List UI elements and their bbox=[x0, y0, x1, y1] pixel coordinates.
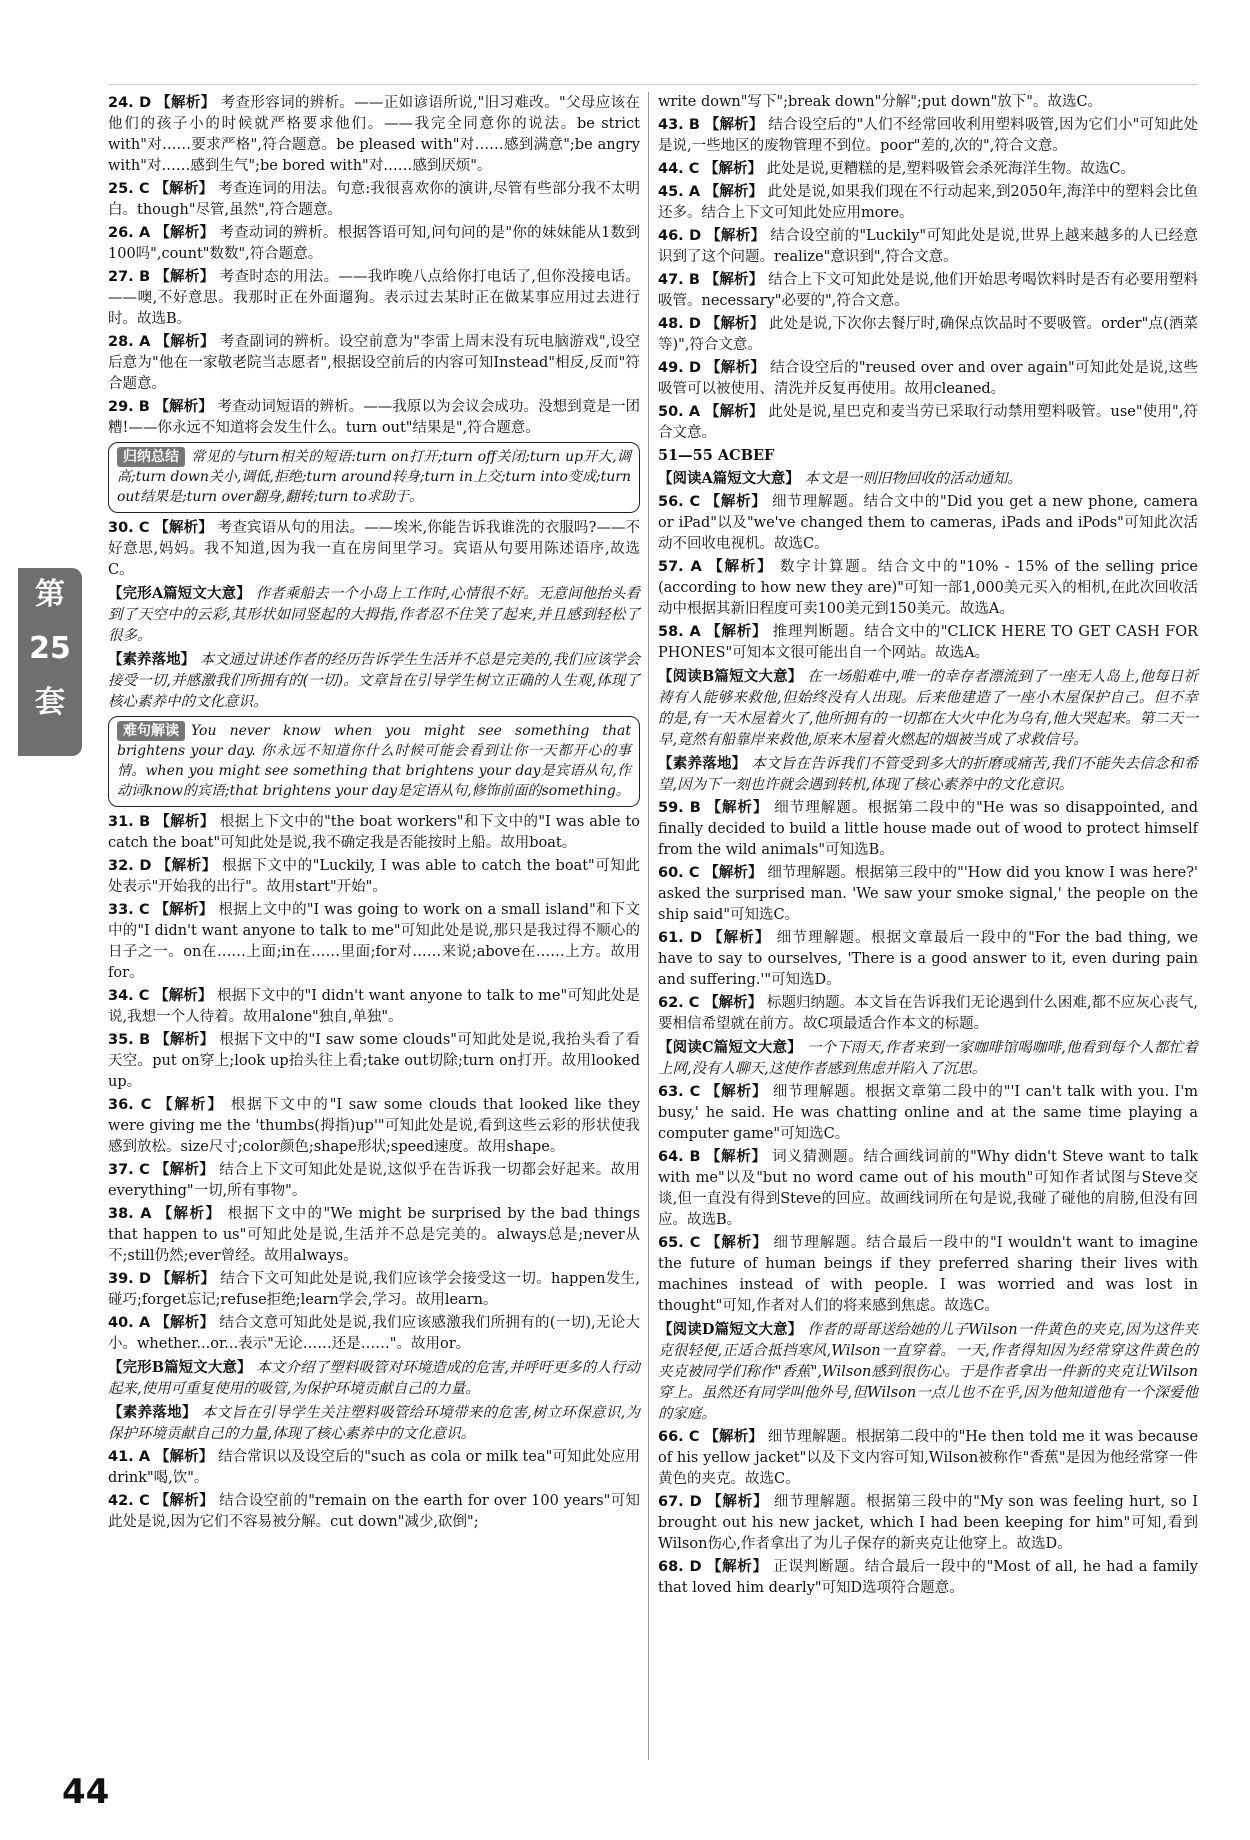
analysis-text: 结合文意可知此处是说,我们应该感激我们所拥有的(一切),无论大小。whether...or...表示"无论……还是……"。故用or。 bbox=[108, 1315, 641, 1352]
summary-section bbox=[108, 1357, 640, 1400]
analysis-tag: 【解析】 bbox=[154, 1492, 215, 1509]
analysis-text: 考查宾语从句的用法。——埃米,你能告诉我谁洗的衣服吗?——不好意思,妈妈。我不知道,因为我一直在房间里学习。宾语从句要用陈述语序,故选C。 bbox=[108, 520, 640, 578]
answer-entry bbox=[108, 1446, 640, 1489]
answer-entry bbox=[108, 1268, 640, 1311]
analysis-text: 结合上下文可知此处是说,他们开始思考喝饮料时是否有必要用塑料吸管。necessary"必要的",符合文意。 bbox=[658, 272, 1199, 309]
analysis-text: 结合设空后的"reused over and over again"可知此处是说,这些吸管可以被使用、清洗并反复再使用。故用cleaned。 bbox=[658, 360, 1199, 397]
analysis-tag: 【解析】 bbox=[704, 183, 764, 200]
answer-entry bbox=[108, 266, 640, 330]
answer-number: 38. A bbox=[108, 1206, 152, 1222]
answer-number: 44. C bbox=[658, 161, 700, 177]
analysis-tag: 【解析】 bbox=[705, 1234, 768, 1251]
page-number: 44 bbox=[62, 1772, 110, 1812]
analysis-tag: 【解析】 bbox=[157, 1205, 222, 1222]
answer-number: 24. D bbox=[108, 95, 152, 111]
analysis-text: 细节理解题。根据第二段中的"He was so disappointed, and finally decided to build a little house made out of wood to protect himself from the wild animals"可知选B。 bbox=[658, 800, 1199, 858]
answer-entry bbox=[108, 92, 640, 177]
answer-entry bbox=[108, 1094, 640, 1158]
analysis-tag: 【解析】 bbox=[704, 160, 762, 177]
analysis-tag: 【解析】 bbox=[706, 359, 766, 376]
answer-entry bbox=[658, 225, 1198, 268]
answer-number: 30. C bbox=[108, 520, 150, 536]
section-text: 本文是一则旧物回收的活动通知。 bbox=[804, 471, 1022, 487]
answer-entry bbox=[658, 1556, 1198, 1599]
analysis-text: 细节理解题。根据第二段中的"He then told me it was because of his yellow jacket"以及下文内容可知,Wilson被称作"香蕉"是因为他经常穿一件黄色的夹克。故选C。 bbox=[658, 1429, 1199, 1487]
analysis-text: 根据上下文中的"the boat workers"和下文中的"I was able to catch the boat"可知此处是说,我不确定我是否能按时上船。故用boat。 bbox=[108, 814, 641, 851]
answer-number: 65. C bbox=[658, 1235, 701, 1251]
analysis-tag: 【解析】 bbox=[155, 268, 215, 285]
analysis-text: 词义猜测题。结合画线词前的"Why didn't Steve want to talk with me"以及"but no word came out of his mouth"可知作者试图与Steve交谈,但一直没有得到Steve的回应。故画线词所在句是说,我碰了碰他的肩膀,但没有回应。故选B。 bbox=[658, 1149, 1199, 1228]
answer-entry bbox=[108, 331, 640, 395]
analysis-tag: 【解析】 bbox=[156, 857, 217, 874]
answer-number: 58. A bbox=[658, 624, 701, 640]
section-tag: 【完形A篇短文大意】 bbox=[108, 585, 251, 602]
answer-number: 68. D bbox=[658, 1559, 702, 1575]
analysis-tag: 【解析】 bbox=[705, 315, 765, 332]
analysis-text: 根据下文中的"We might be surprised by the bad things that happen to us"可知此处是说,生活并不总是完美的。always总是;never从不;still仍然;ever曾经。故用always。 bbox=[108, 1206, 641, 1264]
tab-char-2: 25 bbox=[29, 631, 71, 666]
analysis-text: 标题归纳题。本文旨在告诉我们无论遇到什么困难,都不应灰心丧气,要相信希望就在前方。故C项最适合作本文的标题。 bbox=[658, 995, 1198, 1032]
answer-entry bbox=[658, 401, 1198, 444]
answer-entry bbox=[658, 992, 1198, 1035]
analysis-text: 此处是说,如果我们现在不行动起来,到2050年,海洋中的塑料会比鱼还多。结合上下文可知此处应用more。 bbox=[658, 184, 1199, 221]
analysis-tag: 【解析】 bbox=[704, 864, 763, 881]
answer-number: 29. B bbox=[108, 399, 150, 415]
answer-entry bbox=[658, 1146, 1198, 1231]
analysis-text: 结合上下文可知此处是说,这似乎在告诉我一切都会好起来。故用everything"一切,所有事物"。 bbox=[108, 1162, 641, 1199]
answer-number: 49. D bbox=[658, 360, 702, 376]
section-tag: 【阅读D篇短文大意】 bbox=[658, 1321, 803, 1338]
plain-line: 51—55 ACBEF bbox=[658, 447, 775, 464]
analysis-tag: 【解析】 bbox=[154, 1161, 215, 1178]
answer-number: 56. C bbox=[658, 494, 701, 510]
analysis-text: 结合设空前的"Luckily"可知此处是说,世界上越来越多的人已经意识到了这个问题。realize"意识到",符合文意。 bbox=[658, 228, 1199, 265]
answer-entry bbox=[658, 181, 1198, 224]
note-box-text: 常见的与turn相关的短语:turn on打开;turn off关闭;turn up开大,调高;turn down关小,调低,拒绝;turn around转身;turn in上交;turn into变成;turn out结果是;turn over翻身,翻转;turn to求助于。 bbox=[117, 449, 631, 505]
answer-number: 62. C bbox=[658, 995, 700, 1011]
answer-number: 28. A bbox=[108, 334, 151, 350]
summary-section bbox=[108, 583, 640, 647]
analysis-text: 根据下文中的"I saw some clouds that looked like they were giving me the 'thumbs(拇指)up'"可知此处是说,看到这些云彩的形状使我感到放松。size尺寸;color颜色;shape形状;speed速度。故用shape。 bbox=[108, 1097, 640, 1155]
analysis-tag: 【解析】 bbox=[704, 271, 764, 288]
analysis-text: 结合设空前的"remain on the earth for over 100 years"可知此处是说,因为它们不容易被分解。cut down"减少,砍倒"; bbox=[108, 1493, 640, 1530]
answer-entry bbox=[658, 621, 1198, 664]
analysis-text: 考查动词短语的辨析。——我原以为会议会成功。没想到竟是一团糟!——你永远不知道将会发生什么。turn out"结果是",符合题意。 bbox=[108, 399, 641, 436]
analysis-tag: 【解析】 bbox=[708, 558, 774, 575]
analysis-tag: 【解析】 bbox=[155, 333, 215, 350]
analysis-tag: 【解析】 bbox=[705, 493, 767, 510]
section-text: 作者的哥哥送给她的儿子Wilson一件黄色的夹克,因为这件夹克很轻便,正适合抵挡寒风,Wilson一直穿着。一天,作者得知因为经常穿这件黄色的夹克被同学们称作"香蕉",Wilson感到很伤心。于是作者拿出一件新的夹克让Wilson穿上。虽然还有同学叫他外号,但Wilson一点儿也不在乎,因为他知道他有一个深爱他的家庭。 bbox=[658, 1322, 1198, 1422]
answer-entry bbox=[108, 178, 640, 221]
answer-entry bbox=[658, 158, 1198, 180]
summary-section bbox=[108, 649, 640, 713]
analysis-text: 结合常识以及设空后的"such as cola or milk tea"可知此处应用drink"喝,饮"。 bbox=[108, 1449, 641, 1486]
analysis-tag: 【解析】 bbox=[706, 227, 766, 244]
answer-entry bbox=[658, 357, 1198, 400]
answer-number: 64. B bbox=[658, 1149, 701, 1165]
section-tag: 【素养落地】 bbox=[108, 651, 196, 668]
analysis-tag: 【解析】 bbox=[155, 1031, 215, 1048]
analysis-text: 考查连词的用法。句意:我很喜欢你的演讲,尽管有些部分我不太明白。though"尽管,虽然",符合题意。 bbox=[108, 181, 641, 218]
analysis-tag: 【解析】 bbox=[704, 403, 764, 420]
answer-entry bbox=[658, 862, 1198, 926]
analysis-text: 此处是说,星巴克和麦当劳已采取行动禁用塑料吸管。use"使用",符合文意。 bbox=[658, 404, 1199, 441]
answer-entry bbox=[658, 797, 1198, 861]
answer-number: 57. A bbox=[658, 559, 702, 575]
set-number-tab bbox=[18, 568, 82, 756]
answer-number: 32. D bbox=[108, 858, 152, 874]
section-text: 本文通过讲述作者的经历告诉学生生活并不总是完美的,我们应该学会接受一切,并感激我们所拥有的(一切)。文章旨在引导学生树立正确的人生观,体现了核心素养中的文化意识。 bbox=[108, 652, 641, 710]
section-tag: 【阅读C篇短文大意】 bbox=[658, 1039, 802, 1056]
answer-number: 47. B bbox=[658, 272, 700, 288]
answer-entry bbox=[108, 985, 640, 1028]
analysis-tag: 【解析】 bbox=[154, 987, 213, 1004]
section-text: 在一场船难中,唯一的幸存者漂流到了一座无人岛上,他每日祈祷有人能够来救他,但始终没有人出现。后来他建造了一座小木屋保护自己。但不幸的是,有一天木屋着火了,他所拥有的一切都在大火中化为乌有,他大哭起来。第二天一早,竟然有船靠岸来救他,原来木屋着火燃起的烟被当成了求救信号。 bbox=[658, 669, 1199, 748]
answer-number: 48. D bbox=[658, 316, 701, 332]
summary-section bbox=[658, 753, 1198, 796]
answer-number: 41. A bbox=[108, 1449, 151, 1465]
answer-entry bbox=[108, 899, 640, 984]
answer-number: 40. A bbox=[108, 1315, 151, 1331]
analysis-text: 细节理解题。根据文章第二段中的"'I can't talk with you. I'm busy,' he said. He was chatting online and at the same time playing a computer game"可知选C。 bbox=[658, 1084, 1199, 1142]
analysis-text: 考查副词的辨析。设空前意为"李雷上周末没有玩电脑游戏",设空后意为"他在一家敬老院当志愿者",根据设空前后的内容可知Instead"相反,反而"符合题意。 bbox=[108, 334, 641, 392]
note-box-title: 难句解读 bbox=[117, 721, 185, 741]
summary-section bbox=[108, 1402, 640, 1445]
analysis-text: 此处是说,更糟糕的是,塑料吸管会杀死海洋生物。故选C。 bbox=[766, 161, 1135, 177]
answer-entry bbox=[108, 1203, 640, 1267]
analysis-tag: 【解析】 bbox=[705, 1083, 768, 1100]
section-text: 一个下雨天,作者来到一家咖啡馆喝咖啡,他看到每个人都忙着上网,没有人聊天,这使作者感到焦虑并陷入了沉思。 bbox=[658, 1040, 1198, 1077]
analysis-text: 考查动词的辨析。根据答语可知,问句问的是"你的妹妹能从1数到100吗",count"数数",符合题意。 bbox=[108, 225, 641, 262]
right-column bbox=[658, 92, 1198, 1760]
note-box-text: You never know when you might see something that brightens your day. 你永远不知道你什么时候可能会看到让你一天都开心的事情。when you might see something that brightens your day是宾语从句,作动词know的宾语;that brightens your day是定语从句,修饰前面的something。 bbox=[117, 723, 631, 799]
answer-number: 37. C bbox=[108, 1162, 150, 1178]
analysis-tag: 【解析】 bbox=[704, 116, 764, 133]
analysis-tag: 【解析】 bbox=[706, 623, 768, 640]
answer-number: 46. D bbox=[658, 228, 702, 244]
analysis-text: 根据下文中的"Luckily, I was able to catch the boat"可知此处表示"开始我的出行"。故用start"开始"。 bbox=[108, 858, 640, 895]
answer-number: 59. B bbox=[658, 800, 701, 816]
answer-number: 27. B bbox=[108, 269, 151, 285]
answer-number: 42. C bbox=[108, 1493, 150, 1509]
top-rule bbox=[108, 84, 1198, 85]
analysis-text: 细节理解题。结合文中的"Did you get a new phone, camera or iPad"以及"we've changed them to cameras, iPads and iPods"可知此次活动不回收电视机。故选C。 bbox=[658, 494, 1199, 552]
answer-entry bbox=[658, 114, 1198, 157]
answer-number: 34. C bbox=[108, 988, 150, 1004]
analysis-text: 此处是说,下次你去餐厅时,确保点饮品时不要吸管。order"点(酒菜等)",符合文意。 bbox=[658, 316, 1199, 353]
analysis-tag: 【解析】 bbox=[155, 813, 215, 830]
analysis-text: 细节理解题。根据第三段中的"My son was feeling hurt, so I brought out his new jacket, which I had been keeping for him"可知,看到Wilson伤心,作者拿出了为儿子保存的新夹克让他穿上。故选D。 bbox=[658, 1494, 1199, 1552]
summary-section bbox=[658, 1037, 1198, 1080]
section-text: 作者乘船去一个小岛上工作时,心情很不好。无意间他抬头看到了天空中的云彩,其形状如同竖起的大拇指,作者忍不住笑了起来,并且感到轻松了很多。 bbox=[108, 586, 641, 644]
answer-entry bbox=[658, 1081, 1198, 1145]
answer-entry bbox=[108, 855, 640, 898]
analysis-tag: 【解析】 bbox=[155, 1314, 215, 1331]
section-tag: 【阅读B篇短文大意】 bbox=[658, 668, 803, 685]
answer-number: 36. C bbox=[108, 1097, 152, 1113]
section-tag: 【素养落地】 bbox=[108, 1404, 197, 1421]
answer-number: 25. C bbox=[108, 181, 150, 197]
tab-char-1: 第 bbox=[35, 577, 65, 612]
analysis-text: 结合下文可知此处是说,我们应该学会接受这一切。happen发生,碰巧;forget忘记;refuse拒绝;learn学会,学习。故用learn。 bbox=[108, 1271, 640, 1308]
answer-entry bbox=[108, 517, 640, 581]
answer-entry bbox=[658, 1232, 1198, 1317]
analysis-tag: 【解析】 bbox=[154, 1448, 214, 1465]
analysis-tag: 【解析】 bbox=[704, 994, 763, 1011]
answer-number: 60. C bbox=[658, 865, 700, 881]
answer-entry bbox=[108, 222, 640, 265]
answer-entry bbox=[108, 396, 640, 439]
section-text: 本文介绍了塑料吸管对环境造成的危害,并呼吁更多的人行动起来,使用可重复使用的吸管,为保护环境贡献自己的力量。 bbox=[108, 1360, 641, 1397]
plain-line: write down"写下";break down"分解";put down"放下"。故选C。 bbox=[658, 94, 1103, 110]
analysis-tag: 【解析】 bbox=[156, 94, 216, 111]
answer-entry bbox=[658, 927, 1198, 991]
analysis-text: 推理判断题。结合文中的"CLICK HERE TO GET CASH FOR PHONES"可知本文很可能出自一个网站。故选A。 bbox=[658, 624, 1199, 661]
column-divider bbox=[648, 92, 649, 1760]
answer-entry bbox=[658, 1491, 1198, 1555]
answer-entry bbox=[658, 1426, 1198, 1490]
left-column bbox=[108, 92, 640, 1760]
answer-number: 63. C bbox=[658, 1084, 701, 1100]
section-tag: 【完形B篇短文大意】 bbox=[108, 1359, 252, 1376]
analysis-tag: 【解析】 bbox=[707, 1493, 769, 1510]
answer-number: 61. D bbox=[658, 930, 702, 946]
summary-section bbox=[658, 666, 1198, 751]
analysis-tag: 【解析】 bbox=[705, 1148, 767, 1165]
analysis-text: 数字计算题。结合文中的"10% - 15% of the selling price (according to how new they are)"可知一部1,000美元买入的相机,在此次回收活动中根据其新旧程度可卖100美元到150美元。故选A。 bbox=[658, 559, 1199, 617]
section-text: 本文旨在引导学生关注塑料吸管给环境带来的危害,树立环保意识,为保护环境贡献自己的力量,体现了核心素养中的文化意识。 bbox=[108, 1405, 641, 1442]
answer-entry bbox=[658, 491, 1198, 555]
analysis-text: 细节理解题。根据第三段中的"'How did you know I was here?' asked the surprised man. 'We saw your smoke signal,' the people on the ship said"可知选C。 bbox=[658, 865, 1198, 923]
answer-entry bbox=[108, 811, 640, 854]
answer-number: 39. D bbox=[108, 1271, 152, 1287]
analysis-tag: 【解析】 bbox=[158, 1096, 225, 1113]
answer-number: 31. B bbox=[108, 814, 151, 830]
answer-number: 66. C bbox=[658, 1429, 700, 1445]
analysis-text: 考查时态的用法。——我昨晚八点给你打电话了,但你没接电话。——噢,不好意思。我那时正在外面遛狗。表示过去某时正在做某事应用过去进行时。故选B。 bbox=[108, 269, 641, 327]
answer-entry bbox=[108, 1029, 640, 1093]
note-box bbox=[108, 442, 640, 513]
answer-number: 50. A bbox=[658, 404, 701, 420]
answer-entry bbox=[658, 556, 1198, 620]
answer-number: 45. A bbox=[658, 184, 701, 200]
analysis-tag: 【解析】 bbox=[706, 1558, 768, 1575]
answer-number: 35. B bbox=[108, 1032, 151, 1048]
analysis-text: 根据下文中的"I saw some clouds"可知此处是说,我抬头看了看天空。put on穿上;look up抬头往上看;take out切除;turn on打开。故用looked up。 bbox=[108, 1032, 640, 1090]
analysis-tag: 【解析】 bbox=[154, 398, 213, 415]
answer-entry bbox=[108, 1159, 640, 1202]
analysis-text: 考查形容词的辨析。——正如谚语所说,"旧习难改。"父母应该在他们的孩子小的时候就严格要求他们。——我完全同意你的说法。be strict with"对……要求严格",符合题意。be pleased with"对……感到满意";be angry with"对……感到生气";be bored with"对……感到厌烦"。 bbox=[108, 95, 641, 174]
tab-char-3: 套 bbox=[35, 685, 65, 720]
analysis-text: 结合设空后的"人们不经常回收利用塑料吸管,因为它们小"可知此处是说,一些地区的废物管理不到位。poor"差的,次的",符合文意。 bbox=[658, 117, 1199, 154]
note-box-title: 归纳总结 bbox=[117, 447, 185, 467]
answer-entry bbox=[658, 313, 1198, 356]
answer-number: 43. B bbox=[658, 117, 700, 133]
section-tag: 【素养落地】 bbox=[658, 755, 747, 772]
summary-section bbox=[658, 1319, 1198, 1425]
answer-number: 33. C bbox=[108, 902, 150, 918]
section-tag: 【阅读A篇短文大意】 bbox=[658, 470, 800, 487]
analysis-tag: 【解析】 bbox=[155, 224, 215, 241]
analysis-text: 根据上文中的"I was going to work on a small island"和下文中的"I didn't want anyone to talk to me"可知此处是说,那只是我过得不顺心的日子之一。on在……上面;in在……里面;for对……来说;above在……上方。故用for。 bbox=[108, 902, 640, 981]
analysis-tag: 【解析】 bbox=[156, 1270, 216, 1287]
note-box bbox=[108, 716, 640, 807]
analysis-tag: 【解析】 bbox=[707, 929, 771, 946]
analysis-tag: 【解析】 bbox=[154, 180, 214, 197]
analysis-text: 正误判断题。结合最后一段中的"Most of all, he had a family that loved him dearly"可知D选项符合题意。 bbox=[658, 1559, 1199, 1596]
answer-entry bbox=[108, 1312, 640, 1355]
answer-number: 67. D bbox=[658, 1494, 702, 1510]
answer-entry bbox=[108, 1490, 640, 1533]
summary-section bbox=[658, 468, 1198, 490]
answer-number: 26. A bbox=[108, 225, 151, 241]
analysis-tag: 【解析】 bbox=[154, 901, 214, 918]
analysis-text: 根据下文中的"I didn't want anyone to talk to me"可知此处是说,我想一个人待着。故用alone"独自,单独"。 bbox=[108, 988, 640, 1025]
analysis-tag: 【解析】 bbox=[706, 799, 769, 816]
answer-entry bbox=[658, 269, 1198, 312]
analysis-tag: 【解析】 bbox=[154, 519, 213, 536]
analysis-text: 细节理解题。根据文章最后一段中的"For the bad thing, we have to say to ourselves, 'There is a good answer to it, even during pain and suffering.'"可知选D。 bbox=[658, 930, 1199, 988]
section-text: 本文旨在告诉我们不管受到多大的折磨或痛苦,我们不能失去信念和希望,因为下一刻也许就会遇到转机,体现了核心素养中的文化意识。 bbox=[658, 756, 1199, 793]
analysis-text: 细节理解题。结合最后一段中的"I wouldn't want to imagine the future of human beings if they preferred sharing their lives with machines instead of with people. I was worried and was lost in thought"可知,作者对人们的将来感到焦虑。故选C。 bbox=[658, 1235, 1199, 1314]
analysis-tag: 【解析】 bbox=[704, 1428, 764, 1445]
